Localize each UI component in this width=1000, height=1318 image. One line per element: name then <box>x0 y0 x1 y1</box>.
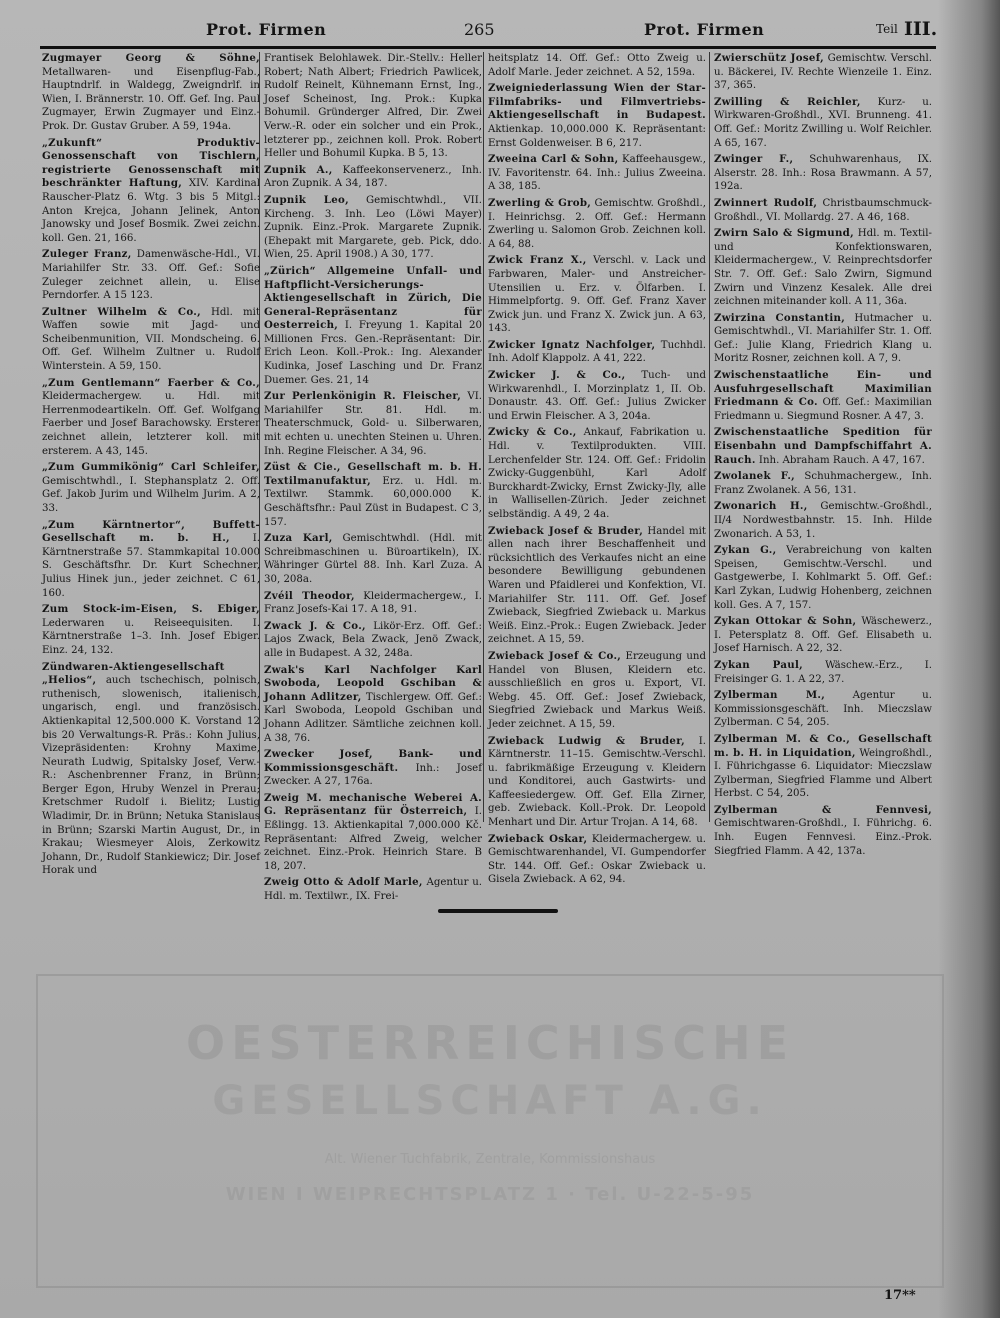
firm-details: Aktienkap. 10,000.000 K. Repräsentant: Ernst Goldenweiser. B 6, 217. <box>488 123 706 149</box>
firm-name: Zwischenstaatliche Spedition für Eisenbahn und Dampfschiffahrt A. Rauch. <box>714 426 932 466</box>
firm-details: Handel mit allen nach ihrer Beschaffenheit und rücksichtlich des Verkaufes nicht an eine besondere Bewilligung gebundenen Waren und Pfaidlerei und Konfektion, VI. Mariahilfer Str. 111. Off. Gef. Josef Zwieback, Siegfried Zwieback u. Markus Weiß. Einz.-Prok.: Eugen Zwieback. Jeder zeichnet. A 15, 59. <box>488 525 706 646</box>
directory-entry <box>714 615 932 656</box>
directory-entry <box>488 525 706 647</box>
advertisement-line-2: GESELLSCHAFT A.G. <box>212 1078 768 1124</box>
firm-name: Zweigniederlassung Wien der Star-Filmfabriks- und Filmvertriebs-Aktiengesellschaft in Budapest. <box>488 82 706 122</box>
directory-entry <box>714 312 932 366</box>
directory-entry <box>42 248 260 302</box>
firm-details: I. Kärntnerstraße 57. Stammkapital 10.000 S. Geschäftsfhr. Dr. Kurt Schechner, Julius Hinek jun., jeder zeichnet. C 61, 160. <box>42 533 260 599</box>
directory-entry <box>488 426 706 521</box>
directory-entry <box>42 661 260 879</box>
directory-entry <box>488 82 706 150</box>
firm-name: „Zum Gentlemann“ Faerber & Co., <box>42 376 260 389</box>
firm-details: Damenwäsche-Hdl., VI. Mariahilfer Str. 33. Off. Gef.: Sofie Zuleger zeichnet allein, u. Elise Perndorfer. A 15 123. <box>42 249 260 302</box>
firm-details: Kleidermachergew. u. Gemischtwarenhandel, VI. Gumpendorfer Str. 144. Off. Gef.: Oskar Zwieback u. Gisela Zwieback. A 62, 94. <box>488 833 706 886</box>
directory-entry <box>488 153 706 194</box>
firm-details: Verabreichung von kalten Speisen, Gemischtw.-Verschl. und Gastgewerbe, I. Kohlmarkt 5. Off. Gef.: Karl Zykan, Ludwig Hohenberg, zeichnen koll. Ges. A 7, 157. <box>714 545 932 611</box>
directory-entry <box>714 470 932 497</box>
firm-name: „Zum Gummikönig“ Carl Schleifer, <box>42 461 260 474</box>
header-rule <box>40 46 936 49</box>
page-header <box>38 18 938 44</box>
firm-details: Gemischtw.-Großhdl., II/4 Nordwestbahnstr. 15. Inh. Hilde Zwonarich. A 53, 1. <box>714 501 932 540</box>
firm-details: Likör-Erz. Off. Gef.: Lajos Zwack, Bela Zwack, Jenö Zwack, alle in Budapest. A 32, 248a. <box>264 620 482 659</box>
firm-details: Gemischtw. Verschl. u. Bäckerei, IV. Rechte Wienzeile 1. Einz. 37, 365. <box>714 53 932 92</box>
firm-details: Kleidermachergew. u. Hdl. mit Herrenmodeartikeln. Off. Gef. Wolfgang Faerber und Josef Barachowsky. Ersterer zeichnet allein, letzterer koll. mit ersterem. A 43, 145. <box>42 391 260 457</box>
directory-column-4 <box>714 52 932 861</box>
page-shadow-edge <box>938 0 1000 1318</box>
directory-entry <box>714 96 932 150</box>
section-divider-bar <box>438 909 558 913</box>
firm-name: Zwischenstaatliche Ein- und Ausfuhrgesellschaft Maximilian Friedmann & Co. <box>714 369 932 409</box>
firm-details: Kleidermachergew., I. Franz Josefs-Kai 17. A 18, 91. <box>264 590 482 616</box>
firm-details: Hutmacher u. Gemischtwhdl., VI. Mariahilfer Str. 1. Off. Gef.: Julie Klang, Friedrich Klang u. Moritz Rosner, zeichnen koll. A 7, 9. <box>714 312 932 365</box>
firm-name: Zwieback Josef & Bruder, <box>488 524 644 537</box>
firm-name: Zuleger Franz, <box>42 248 132 261</box>
directory-entry <box>264 52 482 161</box>
firm-name: Zykan Paul, <box>714 658 803 671</box>
firm-details: Schuhmachergew., Inh. Franz Zwolanek. A 56, 131. <box>714 471 932 496</box>
directory-entry <box>42 306 260 374</box>
firm-details: Christbaumschmuck-Großhdl., VI. Mollardg. 27. A 46, 168. <box>714 197 932 223</box>
directory-entry <box>488 833 706 887</box>
firm-details: Erzeugung und Handel von Blusen, Kleidern etc. ausschließlich en gros u. Export, VI. Webg. 45. Off. Gef.: Josef Zwieback, Siegfried Zwieback und Markus Weiß. Jeder zeichnet. A 15, 59. <box>488 650 707 730</box>
firm-name: Zylberman M. & Co., Gesellschaft m. b. H. in Liquidation, <box>714 732 932 759</box>
firm-name: Zupnik A., <box>264 163 333 176</box>
firm-name: Zykan G., <box>714 544 777 557</box>
directory-entry <box>714 369 932 423</box>
firm-name: Zwinger F., <box>714 153 794 166</box>
firm-details: Agentur u. Hdl. m. Textilwr., IX. Frei- <box>264 877 482 903</box>
firm-details: Inh. Abraham Rauch. A 47, 167. <box>758 454 925 466</box>
directory-entry <box>264 532 482 586</box>
firm-details: Kaffeehausgew., IV. Favoritenstr. 64. Inh.: Julius Zweeina. A 38, 185. <box>488 154 706 193</box>
firm-details: Tuch- und Wirkwarenhdl., I. Morzinplatz 1, II. Ob. Donaustr. 43. Off. Gef.: Julius Zwicker und Erwin Fleischer. A 3, 204a. <box>488 370 706 422</box>
advertisement-line-1: OESTERREICHISCHE <box>185 1016 795 1070</box>
directory-entry <box>42 603 260 657</box>
teil-roman-number: III. <box>904 18 938 40</box>
firm-details: Gemischtw. Großhdl., I. Heinrichsg. 2. Off. Gef.: Hermann Zwerling u. Salomon Grob. Zeichnen koll. A 64, 88. <box>488 197 706 250</box>
firm-details: VI. Mariahilfer Str. 81. Hdl. m. Theaterschmuck, Gold- u. Silberwaren, mit echten u. unechten Steinen u. Uhren. Inh. Regine Fleischer. A 34, 96. <box>264 391 482 457</box>
directory-entry <box>714 426 932 467</box>
directory-entry <box>42 519 260 601</box>
firm-details: I. Kärntnerstr. 11–15. Gemischtw.-Verschl. u. fabrikmäßige Erzeugung v. Kleidern und Konditorei, auch Gastwirts- und Kaffeesiedergew. Off. Gef. Ella Zirner, geb. Zwieback. Koll.-Prok. Dr. Leopold Menhart und Dir. Artur Trojan. A 14, 68. <box>488 735 707 829</box>
firm-name: Zweig M. mechanische Weberei A. G. Repräsentanz für Österreich, <box>264 791 482 818</box>
firm-name: Züst & Cie., Gesellschaft m. b. H. Textilmanufaktur, <box>264 461 482 487</box>
directory-entry <box>264 748 482 789</box>
firm-name: Zvéil Theodor, <box>264 589 355 602</box>
firm-details: Frantisek Belohlawek. Dir.-Stellv.: Heller Robert; Nath Albert; Friedrich Pawlicek, Rudolf Reinelt, Kühnemann Ernst, Ing., Josef Scheinost, Ing. Prok.: Kupka Bohumil. Gründerger Alfred, Dir. Zwei Verw.-R. oder ein solcher und ein Prok., letzterer pp., zeichnen koll. Prok. Robert Heller und Bohumil Kupka. B 5, 13. <box>264 53 482 160</box>
firm-name: Zykan Ottokar & Sohn, <box>714 615 857 628</box>
directory-entry <box>264 265 482 387</box>
firm-name: Zwieback Josef & Co., <box>488 649 622 662</box>
firm-details: XIV. Kardinal Rauscher-Platz 6. Wtg. 3 bis 5 Mitgl.: Anton Krejca, Johann Jelinek, Anton Janowsky und Josef Bosmik. Zwei zeichn. koll. Gen. 21, 166. <box>42 178 260 244</box>
directory-entry <box>264 164 482 191</box>
firm-name: Zum Stock-im-Eisen, S. Ebiger, <box>42 603 260 616</box>
firm-name: Zylberman & Fennvesi, <box>714 803 932 816</box>
directory-entry <box>488 254 706 336</box>
firm-details: Tischlergew. Off. Gef.: Karl Swoboda, Leopold Gschiban und Johann Adlitzer. Sämtliche zeichnen koll. A 38, 76. <box>264 691 482 744</box>
firm-details: auch tschechisch, polnisch, ruthenisch, slowenisch, italienisch, ungarisch, engl. und französisch. Aktienkapital 12,500.000 K. Vorstand 12 bis 20 Verwaltungs-R. Präs.: Kohn Julius, Vizepräsidenten: Krohny Maxime, Neurath Ludwig, Spitalsky Josef, Verw.-R.: Aschenbrenner Franz, in Brünn; Berger Egon, Hruby Wenzel in Prerau; Kretschmer Rudolf i. Bielitz; Lustig Wladimir, Dr. in Brünn; Netuka Stanislaus in Brünn; Szarski Martin August, Dr., in Krakau; Wiesmeyer Alois, Zerkowitz Johann, Dr., Rudolf Stankiewicz; Dir. Josef Horak und <box>42 675 260 877</box>
column-divider <box>709 52 710 822</box>
firm-details: Weingroßhdl., I. Führichgasse 6. Liquidator: Mieczslaw Zylberman, Siegfried Flamme und Albert Herbst. C 54, 205. <box>714 747 932 800</box>
page-number: 265 <box>464 20 495 39</box>
directory-entry <box>714 804 932 858</box>
firm-details: Gemischtwhdl. (Hdl. mit Schreibmaschinen u. Büroartikeln), IX. Währinger Gürtel 88. Inh. Karl Zuza. A 30, 208a. <box>264 533 482 585</box>
firm-name: „Zum Kärntnertor“, Buffett-Gesellschaft m. b. H., <box>42 518 260 545</box>
firm-details: heitsplatz 14. Off. Gef.: Otto Zweig u. Adolf Marle. Jeder zeichnet. A 52, 159a. <box>488 53 706 78</box>
firm-name: Zwonarich H., <box>714 500 808 513</box>
directory-entry <box>488 650 706 732</box>
firm-name: Zwierschütz Josef, <box>714 52 825 64</box>
directory-entry <box>42 377 260 459</box>
signature-mark: 17** <box>884 1288 916 1303</box>
firm-details: Off. Gef.: Maximilian Friedmann u. Siegmund Rosner. A 47, 3. <box>714 397 932 422</box>
firm-name: Zündwaren-Aktiengesellschaft „Helios“, <box>42 660 225 687</box>
firm-name: Zwecker Josef, Bank- und Kommissionsgeschäft. <box>264 748 482 774</box>
firm-details: Gemischtwaren-Großhdl., I. Führichg. 6. Inh. Eugen Fennvesi. Einz.-Prok. Siegfried Flamm. A 42, 137a. <box>714 818 932 857</box>
directory-column-2 <box>264 52 482 907</box>
firm-name: Zuza Karl, <box>264 532 333 545</box>
directory-entry <box>714 153 932 194</box>
firm-name: Zwerling & Grob, <box>488 196 592 209</box>
directory-entry <box>488 339 706 366</box>
firm-name: Zwicker J. & Co., <box>488 369 626 382</box>
firm-details: Schuhwarenhaus, IX. Alserstr. 28. Inh.: Rosa Brawmann. A 57, 192a. <box>714 154 932 193</box>
firm-details: Wäschew.-Erz., I. Freisinger G. 1. A 22, 37. <box>714 659 932 685</box>
directory-entry <box>42 137 260 246</box>
directory-entry <box>714 733 932 801</box>
directory-entry <box>714 544 932 612</box>
directory-entry <box>264 792 482 874</box>
firm-details: Kaffeekonservenerz., Inh. Aron Zupnik. A 34, 187. <box>264 164 482 190</box>
advertisement-line-4: WIEN I WEIPRECHTSPLATZ 1 · Tel. U-22-5-95 <box>225 1184 755 1205</box>
directory-entry <box>714 197 932 224</box>
firm-details: Lederwaren u. Reiseequisiten. I. Kärntnerstraße 1–3. Inh. Josef Ebiger. Einz. 24, 132. <box>42 617 260 656</box>
directory-entry <box>488 197 706 251</box>
directory-entry <box>714 500 932 541</box>
firm-details: Tuchhdl. Inh. Adolf Klappolz. A 41, 222. <box>488 339 706 365</box>
firm-name: Zwak's Karl Nachfolger Karl Swoboda, Leopold Gschiban & Johann Adlitzer, <box>264 663 482 703</box>
directory-entry <box>488 735 706 830</box>
directory-entry <box>264 461 482 529</box>
firm-name: Zwieback Ludwig & Bruder, <box>488 734 685 747</box>
firm-details: Agentur u. Kommissionsgeschäft. Inh. Mieczslaw Zylberman. C 54, 205. <box>714 690 932 729</box>
directory-entry <box>488 369 706 423</box>
header-right-title: Prot. Firmen <box>644 20 765 39</box>
firm-name: Zwirn Salo & Sigmund, <box>714 227 854 240</box>
directory-entry <box>714 52 932 93</box>
firm-name: Zwinnert Rudolf, <box>714 196 818 209</box>
firm-name: Zwicky & Co., <box>488 426 577 439</box>
firm-name: „Zürich“ Allgemeine Unfall- und Haftpflicht-Versicherungs-Aktiengesellschaft in Zürich, Die General-Repräsentanz für Oesterreich, <box>264 264 482 332</box>
firm-name: Zweig Otto & Adolf Marle, <box>264 876 423 889</box>
firm-details: I. Freyung 1. Kapital 20 Millionen Frcs. Gen.-Repräsentant: Dir. Erich Leon. Koll.-Prok.: Ing. Alexander Kudinka, Josef Lasching und Dr. Franz Duemer. Ges. 21, 14 <box>264 320 482 386</box>
advertisement-line-3: Alt. Wiener Tuchfabrik, Zentrale, Kommissionshaus <box>324 1152 656 1167</box>
faded-advertisement <box>36 974 944 1288</box>
firm-details: Hdl. mit Waffen sowie mit Jagd- und Scheibenmunition, VII. Mondscheing. 6. Off. Gef. Wilhelm Zultner u. Rudolf Winterstein. A 59, 150. <box>42 306 260 373</box>
directory-entry <box>714 689 932 730</box>
directory-entry <box>714 227 932 309</box>
firm-name: Zwicker Ignatz Nachfolger, <box>488 338 656 351</box>
directory-entry <box>264 876 482 903</box>
column-divider <box>483 52 484 822</box>
firm-name: Zwilling & Reichler, <box>714 95 861 108</box>
firm-details: Metallwaren- und Eisenpflug-Fab., Hauptndrlf. in Waldegg, Zweigndrlf. in Wien, I. Brännerstr. 10. Off. Gef. Ing. Paul Zugmayer, Erwin Zugmayer und Einz.-Prok. Dr. Gustav Gruber. A 59, 194a. <box>42 66 260 132</box>
directory-entry <box>264 390 482 458</box>
directory-entry <box>42 52 260 134</box>
directory-entry <box>264 620 482 661</box>
firm-details: Gemischtwhdl., I. Stephansplatz 2. Off. Gef. Jakob Jurim und Wilhelm Jurim. A 2, 33. <box>42 475 260 514</box>
directory-column-1 <box>42 52 260 881</box>
firm-details: Ankauf, Fabrikation u. Hdl. v. Textilprodukten. VIII. Lerchenfelder Str. 124. Off. Gef.: Fridolin Zwicky-Guggenbühl, Karl Adolf Burckhardt-Zwicky, Ernst Zwicky-Jly, alle in Wallisellen-Zürich. Jeder zeichnet selbständig. A 49, 2 4a. <box>488 427 706 520</box>
firm-details: Inh.: Josef Zwecker. A 27, 176a. <box>264 762 482 788</box>
directory-entry <box>42 461 260 515</box>
header-left-title: Prot. Firmen <box>206 20 327 39</box>
firm-name: Zylberman M., <box>714 689 826 702</box>
firm-name: Zwirzina Constantin, <box>714 311 846 324</box>
teil-label: Teil <box>876 22 898 36</box>
directory-column-3 <box>488 52 706 890</box>
directory-entry <box>714 659 932 686</box>
directory-entry <box>488 52 706 79</box>
firm-details: Gemischtwhdl., VII. Kircheng. 3. Inh. Leo (Löwi Mayer) Zupnik. Einz.-Prok. Margarete Zupnik. (Ehepakt mit Margarete, geb. Pick, ddo. Wien, 25. April 1908.) A 30, 177. <box>264 194 482 261</box>
firm-name: „Zukunft“ Produktiv-Genossenschaft von Tischlern, registrierte Genossenschaft mit beschränkter Haftung, <box>42 136 260 190</box>
firm-details: Wäschewerz., I. Petersplatz 8. Off. Gef. Elisabeth u. Josef Harnisch. A 22, 32. <box>714 616 932 655</box>
directory-entry <box>264 590 482 617</box>
directory-entry <box>264 194 482 262</box>
firm-name: Zwieback Oskar, <box>488 832 588 845</box>
firm-name: Zwick Franz X., <box>488 254 587 267</box>
firm-name: Zugmayer Georg & Söhne, <box>42 52 260 64</box>
firm-name: Zweeina Carl & Sohn, <box>488 153 619 166</box>
firm-name: Zupnik Leo, <box>264 193 349 206</box>
firm-name: Zwack J. & Co., <box>264 619 366 632</box>
firm-details: Erz. u. Hdl. m. Textilwr. Stammk. 60,000.000 K. Geschäftsfhr.: Paul Züst in Budapest. C 3, 157. <box>264 475 482 528</box>
firm-name: Zur Perlenkönigin R. Fleischer, <box>264 390 462 403</box>
firm-name: Zultner Wilhelm & Co., <box>42 305 201 318</box>
firm-details: Kurz- u. Wirkwaren-Großhdl., XVI. Brunneng. 41. Off. Gef.: Moritz Zwilling u. Wolf Reichler. A 65, 167. <box>714 96 932 149</box>
firm-details: I. Eßlingg. 13. Aktienkapital 7,000.000 Kč. Repräsentant: Alfred Zweig, welcher zeichnet. Einz.-Prok. Heinrich Stare. B 18, 207. <box>264 806 482 872</box>
directory-entry <box>264 664 482 746</box>
firm-details: Verschl. v. Lack und Farbwaren, Maler- und Anstreicher-Utensilien u. Erz. v. Ölfarben. I. Himmelpfortg. 9. Off. Gef. Franz Xaver Zwick jun. und Franz X. Zwick jun. A 63, 143. <box>488 255 706 335</box>
firm-details: Hdl. m. Textil- und Konfektionswaren, Kleidermachergew., V. Reinprechtsdorfer Str. 7. Off. Gef.: Salo Zwirn, Sigmund Zwirn und Vinzenz Kesalek. Alle drei zeichnen miteinander koll. A 11, 36a. <box>714 228 932 308</box>
firm-name: Zwolanek F., <box>714 470 796 483</box>
